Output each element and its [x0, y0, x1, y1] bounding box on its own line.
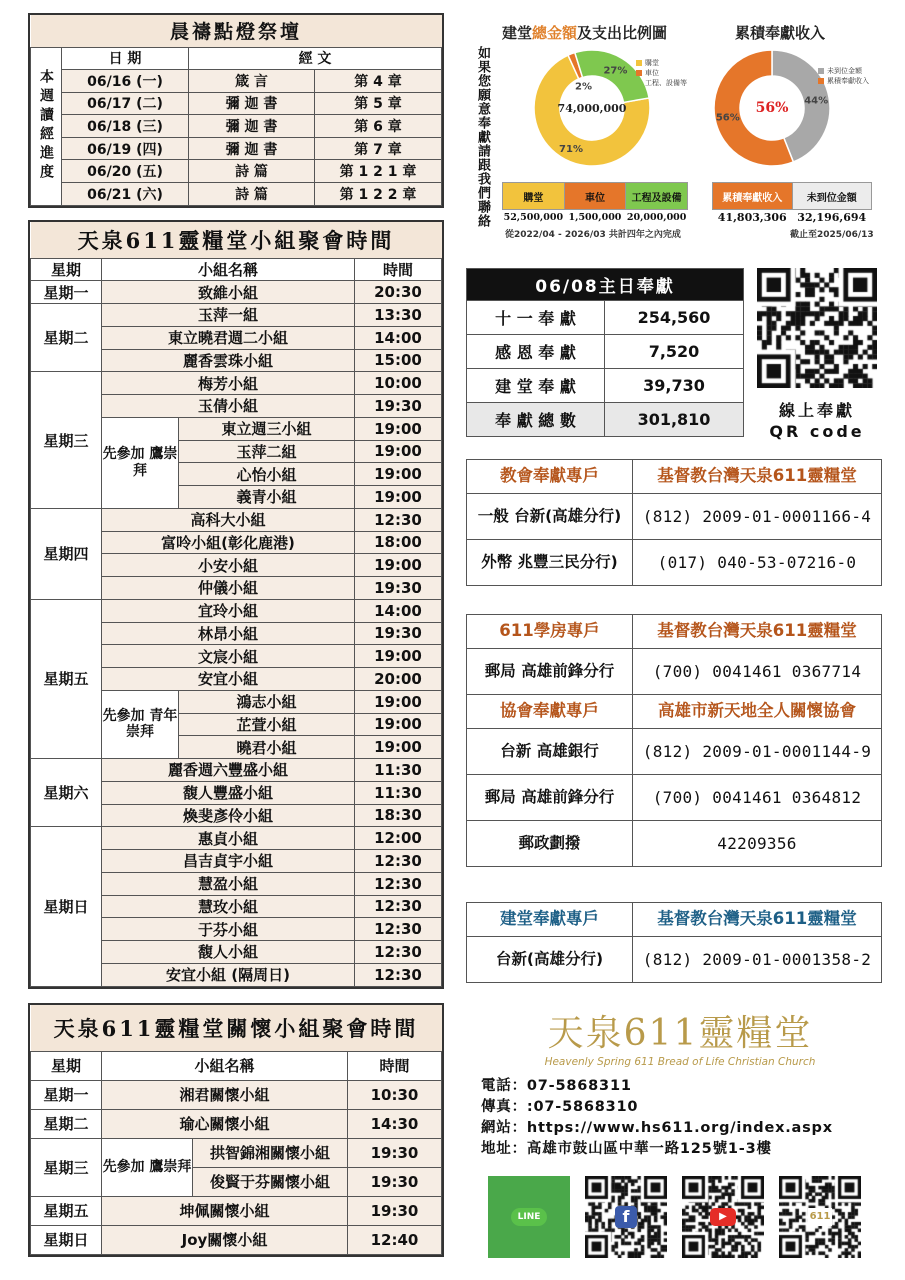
building-chart-title	[502, 22, 667, 43]
day-header: 星期	[31, 258, 102, 281]
group-time: 12:30	[355, 508, 442, 531]
income-chart-title: 累積奉獻收入	[735, 24, 826, 42]
reading-date: 06/18 (三)	[62, 115, 189, 138]
group-time: 15:00	[355, 349, 442, 372]
offering-total-value: 301,810	[605, 403, 744, 437]
care-group-time: 19:30	[348, 1138, 442, 1167]
legend-label: 購堂	[645, 59, 659, 67]
group-name: 鴻志小組	[179, 690, 355, 713]
group-time: 19:30	[355, 395, 442, 418]
eagle-worship-note: 先參加 鷹崇拜	[102, 1138, 193, 1196]
youth-worship-note: 先參加 青年崇拜	[102, 690, 179, 758]
account-heading: 611學房專戶	[467, 615, 633, 649]
reading-book: 詩 篇	[189, 160, 315, 183]
legend-label: 累積奉獻收入	[827, 77, 869, 85]
offering-label: 十 一 奉 獻	[467, 301, 605, 335]
facebook-icon: f	[615, 1206, 637, 1228]
qr-label-line: QR code	[769, 422, 865, 441]
bank-name: 郵政劃撥	[467, 821, 633, 867]
group-time: 19:00	[355, 463, 442, 486]
sunday-offering-table	[466, 268, 744, 437]
care-group-time: 10:30	[348, 1080, 442, 1109]
account-heading: 教會奉獻專戶	[467, 460, 633, 494]
day-label: 星期三	[31, 1138, 102, 1196]
reading-chapter: 第 7 章	[315, 137, 442, 160]
account-holder: 高雄市新天地全人關懷協會	[633, 695, 882, 729]
account-holder: 基督教台灣天泉611靈糧堂	[633, 615, 882, 649]
line-icon: LINE	[511, 1208, 547, 1226]
account-number: (700) 0041461 0367714	[633, 649, 882, 695]
group-time: 13:30	[355, 304, 442, 327]
breakdown-value: 20,000,000	[626, 210, 688, 225]
day-label: 星期日	[31, 1225, 102, 1254]
breakdown-label: 工程及設備	[626, 183, 688, 210]
group-time: 12:30	[355, 918, 442, 941]
day-label: 星期二	[31, 304, 102, 372]
group-name: 煥斐彥伶小組	[102, 804, 355, 827]
group-time: 19:00	[355, 554, 442, 577]
building-breakdown-table	[502, 182, 688, 225]
care-groups-table	[28, 1003, 444, 1257]
group-time: 19:00	[355, 690, 442, 713]
title-part-highlight: 總金額	[532, 24, 578, 42]
group-name: 梅芳小組	[102, 372, 355, 395]
group-name: 惠貞小組	[102, 827, 355, 850]
reading-date: 06/19 (四)	[62, 137, 189, 160]
account-number: (812) 2009-01-0001358-2	[633, 937, 882, 983]
group-time: 12:30	[355, 872, 442, 895]
group-name: 心怡小組	[179, 463, 355, 486]
legend-label: 車位	[645, 69, 659, 77]
group-name-header: 小組名稱	[102, 258, 355, 281]
day-label: 星期一	[31, 281, 102, 304]
school-assoc-account-table	[466, 614, 882, 867]
group-name: 東立週三小組	[179, 417, 355, 440]
day-label: 星期五	[31, 1196, 102, 1225]
account-number: 42209356	[633, 821, 882, 867]
group-name: 林昂小組	[102, 622, 355, 645]
group-name: 芷萱小組	[179, 713, 355, 736]
group-name: 仲儀小組	[102, 577, 355, 600]
care-title: 天泉611靈糧堂關懷小組聚會時間	[31, 1005, 442, 1051]
small-groups-table	[28, 220, 444, 989]
day-header: 星期	[31, 1051, 102, 1080]
reading-chapter: 第 1 2 1 章	[315, 160, 442, 183]
time-header: 時間	[355, 258, 442, 281]
day-label: 星期五	[31, 599, 102, 758]
title-part: 及支出比例圖	[577, 24, 668, 42]
online-offering-label	[752, 400, 882, 442]
group-time: 12:30	[355, 941, 442, 964]
reading-date: 06/17 (二)	[62, 92, 189, 115]
account-holder: 基督教台灣天泉611靈糧堂	[633, 460, 882, 494]
slice-label: 71%	[559, 143, 583, 155]
group-time: 18:00	[355, 531, 442, 554]
group-name: 馥人豐盛小組	[102, 781, 355, 804]
group-time: 14:00	[355, 326, 442, 349]
scripture-header: 經 文	[189, 47, 442, 70]
group-name: 文宸小組	[102, 645, 355, 668]
care-group-name: 拱智錦湘關懷小組	[193, 1138, 348, 1167]
offering-value: 7,520	[605, 335, 744, 369]
group-name: 致維小組	[102, 281, 355, 304]
reading-chapter: 第 1 2 2 章	[315, 183, 442, 206]
group-time: 12:30	[355, 850, 442, 873]
group-name: 宜玲小組	[102, 599, 355, 622]
group-name: 高科大小組	[102, 508, 355, 531]
day-label: 星期二	[31, 1109, 102, 1138]
group-name: 馥人小組	[102, 941, 355, 964]
offering-label: 建 堂 奉 獻	[467, 369, 605, 403]
address: 地址：高雄市鼓山區中華一路125號1-3樓	[481, 1141, 772, 1157]
account-number: (700) 0041461 0364812	[633, 775, 882, 821]
group-name: 玉萍二組	[179, 440, 355, 463]
group-time: 12:30	[355, 963, 442, 986]
group-time: 12:30	[355, 895, 442, 918]
income-legend	[818, 66, 869, 86]
bank-name: 郵局 高雄前鋒分行	[467, 775, 633, 821]
income-donut-chart	[712, 48, 832, 168]
breakdown-value: 1,500,000	[564, 210, 626, 225]
day-label: 星期六	[31, 759, 102, 827]
group-time: 19:00	[355, 486, 442, 509]
group-time: 20:00	[355, 668, 442, 691]
care-group-time: 19:30	[348, 1196, 442, 1225]
breakdown-label: 車位	[564, 183, 626, 210]
building-donut-chart	[532, 48, 652, 168]
website-link[interactable]: 網站：https://www.hs611.org/index.aspx	[481, 1120, 833, 1136]
offering-title: 06/08主日奉獻	[467, 269, 744, 301]
day-label: 星期一	[31, 1080, 102, 1109]
bank-name: 一般 台新(高雄分行)	[467, 494, 633, 540]
account-number: (812) 2009-01-0001144-9	[633, 729, 882, 775]
logo-wordmark: 天泉611靈糧堂	[547, 1013, 813, 1054]
donut-center-label: 56%	[755, 100, 789, 116]
qr-label-line: 線上奉獻	[778, 401, 855, 420]
reading-book: 彌 迦 書	[189, 115, 315, 138]
social-qr-row	[488, 1176, 868, 1258]
contact-us-note: 如果您願意奉獻請跟我們聯絡	[475, 46, 490, 228]
group-name: 麗香週六豐盛小組	[102, 759, 355, 782]
bank-name: 郵局 高雄前鋒分行	[467, 649, 633, 695]
breakdown-label: 累積奉獻收入	[713, 183, 793, 210]
reading-chapter: 第 4 章	[315, 70, 442, 93]
group-name: 于芬小組	[102, 918, 355, 941]
group-time: 19:00	[355, 417, 442, 440]
group-name: 慧玫小組	[102, 895, 355, 918]
care-group-name: 瑜心關懷小組	[102, 1109, 348, 1138]
account-number: (812) 2009-01-0001166-4	[633, 494, 882, 540]
breakdown-label: 未到位金額	[792, 183, 872, 210]
account-holder: 基督教台灣天泉611靈糧堂	[633, 903, 882, 937]
care-group-time: 19:30	[348, 1167, 442, 1196]
group-name-header: 小組名稱	[102, 1051, 348, 1080]
account-number: (017) 040-53-07216-0	[633, 540, 882, 586]
church-logo	[530, 1012, 830, 1072]
offering-value: 39,730	[605, 369, 744, 403]
care-group-time: 14:30	[348, 1109, 442, 1138]
website-icon: 611	[808, 1208, 832, 1226]
date-header: 日 期	[62, 47, 189, 70]
youtube-icon: ▶	[710, 1208, 736, 1226]
slice-label: 27%	[603, 65, 628, 77]
groups-title: 天泉611靈糧堂小組聚會時間	[31, 222, 442, 258]
reading-title: 晨禱點燈祭壇	[31, 15, 442, 47]
group-time: 19:00	[355, 736, 442, 759]
reading-date: 06/16 (一)	[62, 70, 189, 93]
bank-name: 台新 高雄銀行	[467, 729, 633, 775]
reading-book: 彌 迦 書	[189, 137, 315, 160]
reading-book: 詩 篇	[189, 183, 315, 206]
time-header: 時間	[348, 1051, 442, 1080]
group-name: 小安小組	[102, 554, 355, 577]
group-time: 19:00	[355, 645, 442, 668]
reading-date: 06/20 (五)	[62, 160, 189, 183]
group-time: 18:30	[355, 804, 442, 827]
contact-info	[481, 1076, 833, 1160]
group-time: 11:30	[355, 759, 442, 782]
group-time: 20:30	[355, 281, 442, 304]
building-account-table	[466, 902, 882, 983]
day-label: 星期日	[31, 827, 102, 986]
fax: 傳真：:07-5868310	[481, 1099, 639, 1115]
bank-name: 外幣 兆豐三民分行)	[467, 540, 633, 586]
breakdown-label: 購堂	[503, 183, 565, 210]
care-group-name: 坤佩關懷小組	[102, 1196, 348, 1225]
slice-label: 2%	[574, 81, 592, 93]
legend-label: 未到位金額	[827, 67, 862, 75]
group-time: 19:00	[355, 440, 442, 463]
donut-center-label: 74,000,000	[557, 102, 627, 115]
reading-book: 箴 言	[189, 70, 315, 93]
account-heading: 建堂奉獻專戶	[467, 903, 633, 937]
care-group-name: 湘君關懷小組	[102, 1080, 348, 1109]
group-name: 慧盈小組	[102, 872, 355, 895]
offering-value: 254,560	[605, 301, 744, 335]
church-account-table	[466, 459, 882, 586]
group-name: 曉君小組	[179, 736, 355, 759]
income-cutoff-note: 截止至2025/06/13	[790, 230, 874, 240]
group-name: 安宜小組 (隔周日)	[102, 963, 355, 986]
care-group-time: 12:40	[348, 1225, 442, 1254]
group-name: 安宜小組	[102, 668, 355, 691]
group-name: 義青小組	[179, 486, 355, 509]
group-name: 昌吉貞宇小組	[102, 850, 355, 873]
group-time: 12:00	[355, 827, 442, 850]
title-part: 建堂	[502, 24, 533, 42]
slice-label: 56%	[715, 112, 740, 124]
group-time: 19:00	[355, 713, 442, 736]
group-time: 11:30	[355, 781, 442, 804]
reading-side-label: 本週讀經進度	[31, 47, 62, 205]
breakdown-value: 41,803,306	[713, 210, 793, 225]
breakdown-value: 52,500,000	[503, 210, 565, 225]
bank-name: 台新(高雄分行)	[467, 937, 633, 983]
group-name: 麗香雲珠小組	[102, 349, 355, 372]
care-group-name: 俊賢于芬關懷小組	[193, 1167, 348, 1196]
group-time: 19:30	[355, 577, 442, 600]
reading-plan	[28, 13, 444, 208]
group-time: 10:00	[355, 372, 442, 395]
care-group-name: Joy關懷小組	[102, 1225, 348, 1254]
phone: 電話：07-5868311	[481, 1078, 632, 1094]
offering-total-label: 奉 獻 總 數	[467, 403, 605, 437]
online-offering-qr-code[interactable]	[757, 268, 877, 388]
logo-tagline: Heavenly Spring 611 Bread of Life Christian Church	[544, 1056, 816, 1068]
group-name: 玉倩小組	[102, 395, 355, 418]
day-label: 星期三	[31, 372, 102, 509]
group-name: 東立曉君週二小組	[102, 326, 355, 349]
group-time: 14:00	[355, 599, 442, 622]
eagle-worship-note: 先參加 鷹崇拜	[102, 417, 179, 508]
breakdown-value: 32,196,694	[792, 210, 872, 225]
offering-label: 感 恩 奉 獻	[467, 335, 605, 369]
reading-chapter: 第 5 章	[315, 92, 442, 115]
building-legend	[636, 58, 687, 88]
group-time: 19:30	[355, 622, 442, 645]
day-label: 星期四	[31, 508, 102, 599]
account-heading: 協會奉獻專戶	[467, 695, 633, 729]
reading-chapter: 第 6 章	[315, 115, 442, 138]
reading-date: 06/21 (六)	[62, 183, 189, 206]
slice-label: 44%	[804, 95, 829, 107]
group-name: 玉萍一組	[102, 304, 355, 327]
legend-label: 工程、設備等	[645, 79, 687, 87]
group-name: 富呤小組(彰化鹿港)	[102, 531, 355, 554]
building-period-note: 從2022/04 - 2026/03 共計四年之內完成	[505, 230, 681, 240]
income-breakdown-table	[712, 182, 872, 225]
reading-book: 彌 迦 書	[189, 92, 315, 115]
